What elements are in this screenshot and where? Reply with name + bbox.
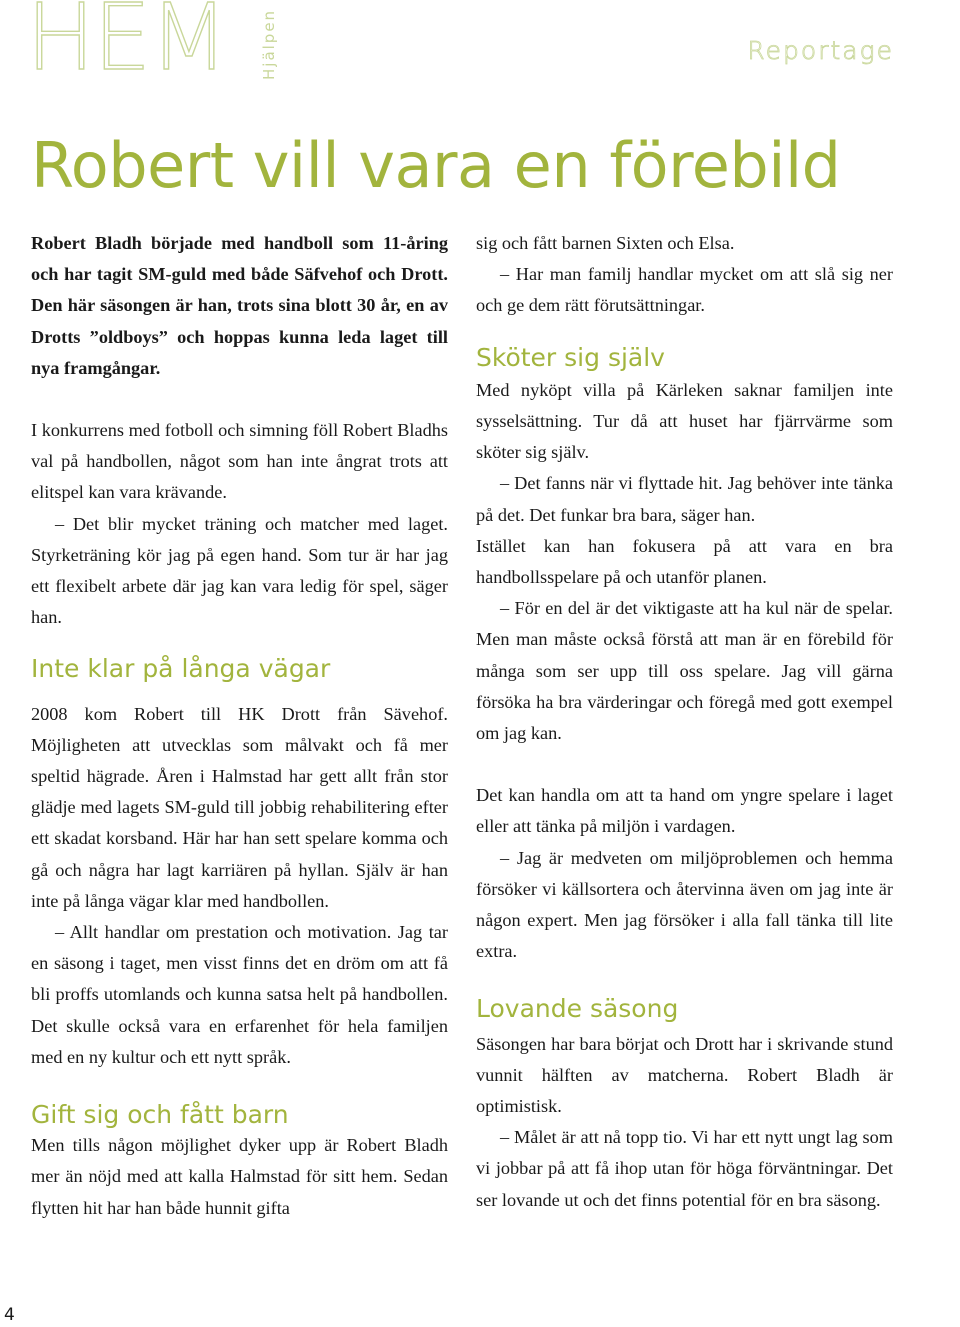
body-paragraph: – För en del är det viktigaste att ha kul när de spelar. Men man måste också förstå att man är en förebild för många som ser upp till oss spelare. Jag vill gärna försöka ha bra värderingar och föregå med gott exempel om jag kan. [476, 598, 893, 744]
subheading: Inte klar på långa vägar [31, 654, 331, 684]
lead-paragraph: Robert Bladh började med handboll som 11-åring och har tagit SM-guld med både Säfvehof och Drott. Den här säsongen är han, trots sina blott 30 år, en av Drotts ”oldboys” och hoppas kunna leda laget till nya framgångar. [31, 233, 448, 378]
left-column [31, 228, 448, 1224]
logo-wordmark: HEM [26, 0, 227, 91]
body-paragraph: – Det fanns när vi flyttade hit. Jag behöver inte tänka på det. Det funkar bra bara, säger han. [476, 473, 893, 525]
paragraph-gap [31, 384, 448, 415]
body-paragraph: Med nyköpt villa på Kärleken saknar familjen inte sysselsättning. Tur då att huset har fjärrvärme som sköter sig själv. [476, 379, 893, 463]
body-paragraph: – Det blir mycket träning och matcher med laget. Styrketräning kör jag på egen hand. Som tur är har jag ett flexibelt arbete där jag kan vara ledig för spel, säger han. [31, 513, 448, 628]
body-paragraph: I konkurrens med fotboll och simning föll Robert Bladhs val på handbollen, något som han inte ångrat trots att elitspel kan vara krävande. [31, 420, 448, 503]
body-paragraph: sig och fått barnen Sixten och Elsa. [476, 233, 735, 253]
body-paragraph: Säsongen har bara börjat och Drott har i skrivande stund vunnit hälften av matcherna. Robert Bladh är optimistisk. [476, 1033, 893, 1117]
paragraph-gap [476, 749, 893, 780]
page-number: 4 [4, 1305, 15, 1325]
body-paragraph: – Jag är medveten om miljöproblemen och hemma försöker vi källsortera och återvinna även om jag inte är någon expert. Men jag försöker i alla fall tänka till lite extra. [476, 847, 893, 962]
logo-subtitle: Hjälpen [260, 8, 278, 80]
body-paragraph: 2008 kom Robert till HK Drott från Sävehof. Möjligheten att utvecklas som målvakt och få mer speltid hägrade. Åren i Halmstad har gett allt från stor glädje med lagets SM-guld till jobbig rehabilitering efter ett skadat korsband. Här har han sett spelare komma och gå och några har lagt karriären på hyllan. Själv är han inte på långa vägar klar med handbollen. [31, 703, 448, 911]
body-paragraph: – Målet är att nå topp tio. Vi har ett nytt ungt lag som vi jobbar på att få ihop utan för höga förväntningar. Det ser lovande ut och det finns potential för en bra säsong. [476, 1127, 893, 1210]
body-paragraph: Men tills någon möjlighet dyker upp är Robert Bladh mer än nöjd med att kalla Halmstad för sitt hem. Sedan flytten hit har han både hunnit gifta [31, 1135, 448, 1218]
body-paragraph: Istället kan han fokusera på att vara en bra handbollsspelare på och utanför planen. [476, 535, 893, 588]
body-paragraph: – Har man familj handlar mycket om att slå sig ner och ge dem rätt förutsättningar. [476, 264, 893, 316]
subheading: Sköter sig själv [476, 342, 665, 372]
body-paragraph: Det kan handla om att ta hand om yngre spelare i laget eller att tänka på miljön i vardagen. [476, 785, 893, 837]
article-title: Robert vill vara en förebild [31, 129, 841, 202]
subheading: Lovande säsong [476, 994, 679, 1024]
body-paragraph: – Allt handlar om prestation och motivation. Jag tar en säsong i taget, men visst finns det en dröm om att få bli proffs utomlands och kunna satsa helt på handbollen. Det skulle också vara en erfarenhet för hela familjen med en ny kultur och ett nytt språk. [31, 922, 448, 1067]
right-column [476, 228, 893, 1216]
subheading: Gift sig och fått barn [31, 1100, 289, 1130]
section-label: Reportage [747, 36, 894, 65]
